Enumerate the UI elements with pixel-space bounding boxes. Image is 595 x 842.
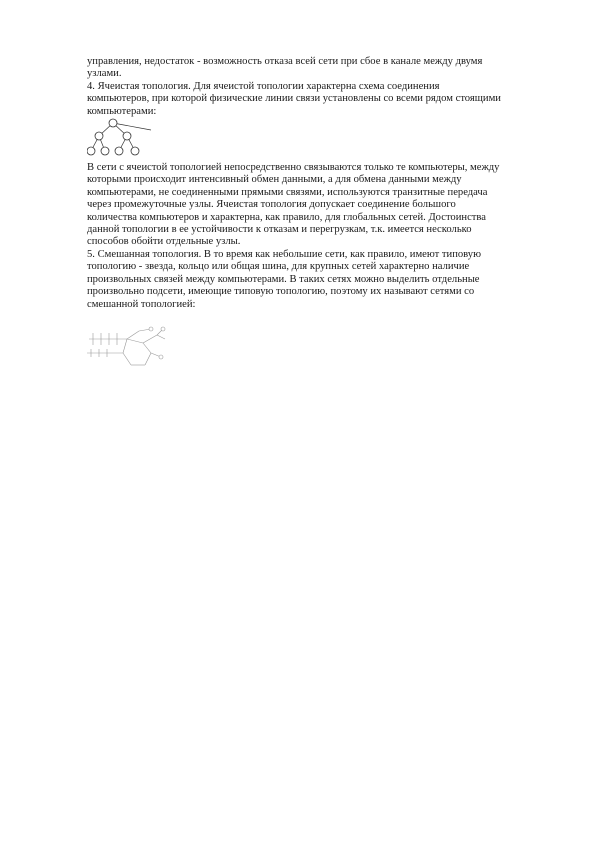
text-line: 4. Ячеистая топология. Для ячеистой топологии характерна схема соединения	[87, 80, 440, 92]
node-icon	[109, 119, 117, 127]
text-line: компьютеров, при которой физические линии связи установлены со всеми рядом стоящими	[87, 93, 501, 105]
paragraph-intro	[87, 56, 537, 81]
text-line: управления, недостаток - возможность отказа всей сети при сбое в канале между двумя	[87, 56, 483, 67]
node-icon	[159, 355, 163, 359]
text-line: В сети с ячеистой топологией непосредственно связываются только те компьютеры, между	[87, 162, 500, 174]
text-line: количества компьютеров и характерна, как правило, для глобальных сетей. Достоинства	[87, 211, 486, 223]
node-icon	[115, 147, 123, 155]
text-line: данной топологии в ее устойчивости к отказам и перегрузкам, т.к. имеется несколько	[87, 224, 472, 236]
text-line: узлами.	[87, 68, 122, 80]
node-icon	[123, 132, 131, 140]
node-icon	[149, 327, 153, 331]
paragraph-mesh-description	[87, 162, 537, 249]
paragraph-mixed-topology	[87, 249, 537, 311]
node-icon	[161, 327, 165, 331]
node-icon	[87, 147, 95, 155]
node-icon	[101, 147, 109, 155]
node-icon	[95, 132, 103, 140]
text-line: смешанной топологией:	[87, 298, 196, 310]
paragraph-mesh-heading	[87, 81, 537, 118]
mixed-topology-diagram	[87, 325, 167, 371]
text-line: компьютерами, не соединенными прямыми связями, используются транзитные передача	[87, 186, 488, 198]
text-line: которыми происходит интенсивный обмен данными, а для обмена данными между	[87, 174, 462, 186]
text-line: способов обойти отдельные узлы.	[87, 236, 241, 248]
text-line: произвольных связей между компьютерами. В таких сетях можно выделить отдельные	[87, 273, 480, 285]
text-line: 5. Смешанная топология. В то время как небольшие сети, как правило, имеют типовую	[87, 248, 482, 260]
document-page	[87, 56, 537, 371]
text-line: через промежуточные узлы. Ячеистая топология допускает соединение большого	[87, 199, 456, 211]
text-line: компьютерами:	[87, 105, 157, 117]
text-line: топологию - звезда, кольцо или общая шина, для крупных сетей характерно наличие	[87, 261, 470, 273]
text-line: произвольно подсети, имеющие типовую топологию, поэтому их называют сетями со	[87, 286, 475, 298]
mesh-topology-diagram	[87, 118, 159, 162]
node-icon	[131, 147, 139, 155]
